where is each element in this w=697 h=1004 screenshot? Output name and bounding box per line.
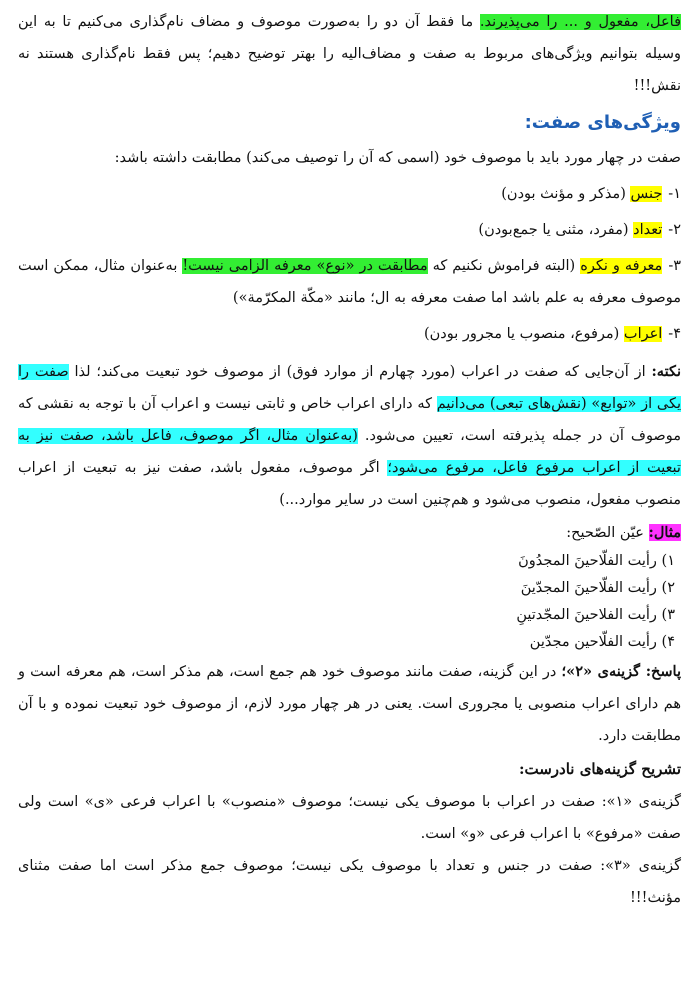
list-item-number — [18, 214, 681, 246]
answer-text: در این گزینه، صفت مانند موصوف خود هم جمع است، هم مذکر است، هم معرفه است و هم دارای اعراب منصوبی یا مجروری است. یعنی در هر چهار مورد لازم، از موصوف خود تبعیت نموده و با آن مطابقت دارد. — [18, 664, 681, 744]
note-text-3: اگر موصوف، مفعول باشد، صفت نیز به تبعیت از اعراب منصوب مفعول، منصوب می‌شود و هم‌چنین است در سایر موارد...) — [18, 460, 681, 508]
item-term: تعداد — [633, 222, 663, 238]
item-desc: (مفرد، مثنی یا جمع‌بودن) — [478, 222, 634, 238]
example-label: مثال: — [648, 524, 681, 541]
answer-label: پاسخ: گزینه‌ی «۲»؛ — [561, 663, 682, 680]
option-2: ۲) رأیت الفلّاحینَ المجدّینَ — [520, 580, 675, 596]
option-4: ۴) رأیت الفلّاحین مجدّین — [529, 634, 675, 650]
note-text-2: که دارای اعراب خاص و ثابتی نیست و اعراب آن با توجه به نقشی که موصوف آن در جمله پذیرفته است، تعیین می‌شود. — [18, 396, 682, 444]
option-1: ۱) رأیت الفلّاحینَ المجدُونَ — [518, 553, 675, 569]
wrong-options-heading: تشریح گزینه‌های نادرست: — [518, 760, 681, 778]
item-term: معرفه و نکره — [580, 258, 663, 274]
list-item-case — [18, 318, 681, 350]
example-title — [18, 518, 681, 548]
item-term: اعراب — [623, 326, 663, 342]
intro-text: ما فقط آن دو را به‌صورت موصوف و مضاف نام‌گذاری می‌کنیم تا به این وسیله بتوانیم ویژگی‌های مربوط به صفت و مضاف‌الیه را بهتر توضیح دهیم؛ پس فقط نام‌گذاری هستند نه نقش!!! — [18, 14, 681, 94]
item-desc: (مذکر و مؤنث بودن) — [501, 186, 631, 202]
item-number: ۳- — [668, 258, 682, 274]
section-heading: ویژگی‌های صفت: — [524, 112, 681, 133]
intro-paragraph — [18, 6, 681, 102]
item-desc: (مرفوع، منصوب یا مجرور بودن) — [423, 326, 624, 342]
item-number: ۱- — [668, 186, 681, 202]
wrong-option-1: گزینه‌ی «۱»: صفت در اعراب با موصوف یکی نیست؛ موصوف «منصوب» با اعراب فرعی «ی» است ولی صفت «مرفوع» با اعراب فرعی «و» است. — [18, 794, 682, 842]
item-number: ۲- — [668, 222, 681, 238]
note-label: نکته: — [651, 363, 681, 380]
note-highlight-2: (به‌عنوان مثال، اگر موصوف، فاعل باشد، صفت نیز به تبعیت از اعراب مرفوع فاعل، مرفوع می‌شود؛ — [18, 428, 681, 476]
wrong-option-3: گزینه‌ی «۳»: صفت در جنس و تعداد با موصوف یکی نیست؛ موصوف جمع مذکر است اما صفت مثنای مؤنث!!! — [18, 858, 682, 906]
note-highlight-1: صفت را یکی از «توابع» (نقش‌های تبعی) می‌دانیم — [18, 364, 682, 412]
item-desc-rest: به‌عنوان مثال، ممکن است موصوف معرفه به علم باشد اما صفت معرفه به ال؛ مانند «مکّة المکرّمة») — [18, 258, 681, 306]
example-instruction: عیّن الصّحیح: — [566, 525, 649, 541]
item-desc: (البته فراموش نکنیم که — [427, 258, 581, 274]
lead-paragraph: صفت در چهار مورد باید با موصوف خود (اسمی که آن را توصیف می‌کند) مطابقت داشته باشد: — [114, 150, 681, 166]
intro-highlight: فاعل، مفعول و ... را می‌پذیرند. — [479, 14, 682, 30]
list-item-definiteness — [18, 250, 681, 314]
list-item-gender — [18, 178, 681, 210]
note-paragraph — [18, 356, 681, 516]
item-highlight: مطابقت در «نوع» معرفه الزامی نیست! — [182, 258, 428, 274]
item-term: جنس — [630, 186, 663, 202]
item-number: ۴- — [668, 326, 681, 342]
option-3: ۳) رأیت الفلاحینَ المجّدتینِ — [516, 607, 675, 623]
note-text-1: از آن‌جایی که صفت در اعراب (مورد چهارم از موارد فوق) از موصوف خود تبعیت می‌کند؛ لذا — [68, 364, 652, 380]
answer-paragraph — [18, 656, 681, 752]
